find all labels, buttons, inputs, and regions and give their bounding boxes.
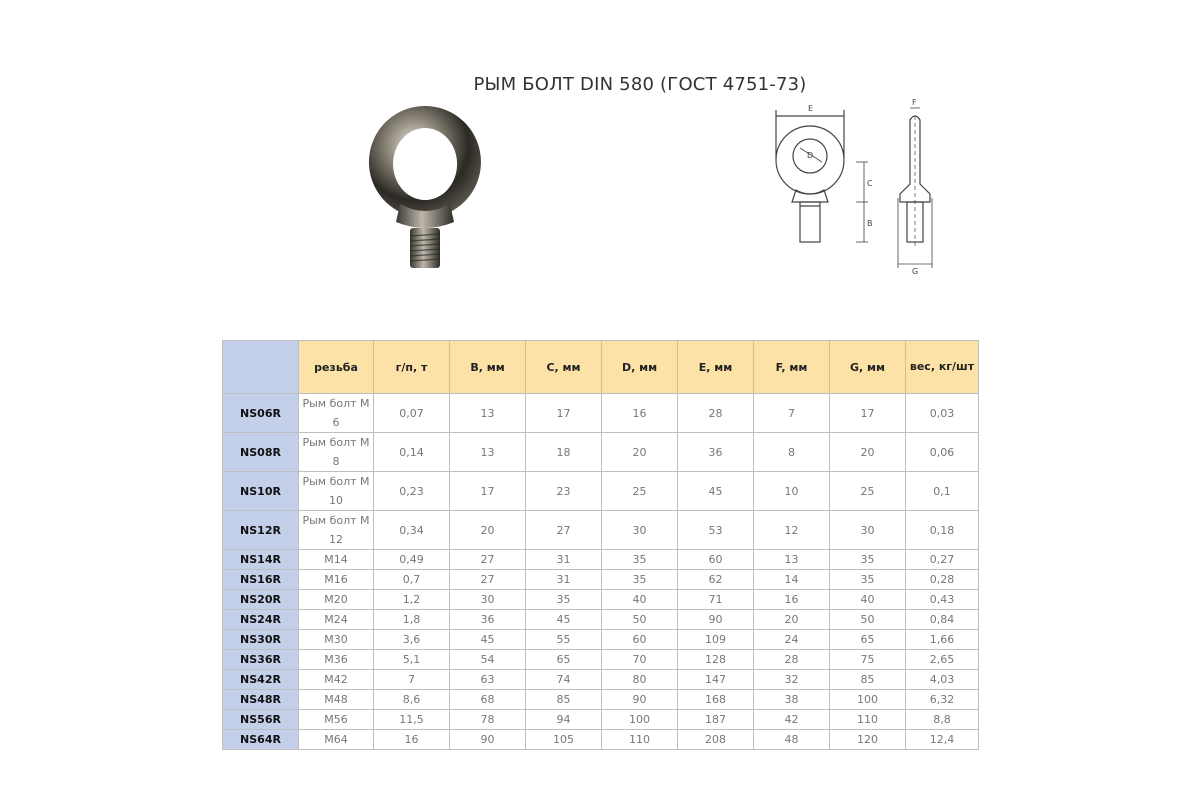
table-cell: 20 (602, 433, 678, 472)
table-cell: 18 (526, 433, 602, 472)
table-cell: 36 (678, 433, 754, 472)
table-cell: 7 (754, 394, 830, 433)
spec-table (222, 340, 979, 750)
table-cell: Рым болт М12 (299, 511, 374, 550)
header-weight: вес, кг/шт (906, 341, 979, 394)
table-cell: 0,49 (374, 550, 450, 570)
row-code: NS30R (223, 630, 299, 650)
dim-label-b: B (867, 219, 873, 228)
header-g: G, мм (830, 341, 906, 394)
table-cell: 13 (450, 394, 526, 433)
table-cell: 1,66 (906, 630, 979, 650)
table-row (223, 690, 979, 710)
row-code: NS56R (223, 710, 299, 730)
row-code: NS48R (223, 690, 299, 710)
dim-label-g: G (912, 267, 919, 276)
header-b: B, мм (450, 341, 526, 394)
table-cell: 30 (602, 511, 678, 550)
row-code: NS14R (223, 550, 299, 570)
table-cell: 45 (526, 610, 602, 630)
table-cell: 110 (602, 730, 678, 750)
technical-drawing (760, 98, 960, 278)
table-cell: 5,1 (374, 650, 450, 670)
table-row (223, 570, 979, 590)
table-row (223, 433, 979, 472)
table-cell: 0,7 (374, 570, 450, 590)
dim-label-f: F (912, 98, 917, 107)
table-cell: 40 (602, 590, 678, 610)
table-cell: 17 (830, 394, 906, 433)
table-cell: 78 (450, 710, 526, 730)
header-e: E, мм (678, 341, 754, 394)
table-cell: 55 (526, 630, 602, 650)
table-row (223, 650, 979, 670)
table-cell: Рым болт М6 (299, 394, 374, 433)
table-cell: 0,06 (906, 433, 979, 472)
table-cell: 63 (450, 670, 526, 690)
table-cell: 75 (830, 650, 906, 670)
table-cell: Рым болт М8 (299, 433, 374, 472)
table-cell: 45 (450, 630, 526, 650)
row-code: NS20R (223, 590, 299, 610)
table-cell: 42 (754, 710, 830, 730)
table-cell: 1,2 (374, 590, 450, 610)
header-c: C, мм (526, 341, 602, 394)
table-row (223, 511, 979, 550)
header-f: F, мм (754, 341, 830, 394)
table-cell: 0,03 (906, 394, 979, 433)
row-code: NS24R (223, 610, 299, 630)
table-cell: 0,27 (906, 550, 979, 570)
table-cell: 120 (830, 730, 906, 750)
table-cell: 208 (678, 730, 754, 750)
table-cell: 30 (450, 590, 526, 610)
table-cell: 90 (678, 610, 754, 630)
table-cell: 50 (602, 610, 678, 630)
table-cell: 30 (830, 511, 906, 550)
header-d: D, мм (602, 341, 678, 394)
table-cell: М20 (299, 590, 374, 610)
table-cell: 27 (450, 550, 526, 570)
table-cell: Рым болт М10 (299, 472, 374, 511)
table-cell: 31 (526, 570, 602, 590)
table-cell: 0,14 (374, 433, 450, 472)
page-title: РЫМ БОЛТ DIN 580 (ГОСТ 4751-73) (473, 74, 807, 95)
table-row (223, 610, 979, 630)
table-cell: 23 (526, 472, 602, 511)
row-code: NS16R (223, 570, 299, 590)
table-cell: 70 (602, 650, 678, 670)
table-cell: 35 (602, 550, 678, 570)
table-row (223, 630, 979, 650)
table-cell: 24 (754, 630, 830, 650)
table-cell: 80 (602, 670, 678, 690)
table-cell: 45 (678, 472, 754, 511)
table-cell: 60 (602, 630, 678, 650)
table-cell: 71 (678, 590, 754, 610)
table-cell: 35 (830, 570, 906, 590)
table-cell: 65 (830, 630, 906, 650)
table-row (223, 472, 979, 511)
table-cell: 8,6 (374, 690, 450, 710)
table-cell: 48 (754, 730, 830, 750)
table-cell: М56 (299, 710, 374, 730)
table-cell: 25 (602, 472, 678, 511)
table-cell: 105 (526, 730, 602, 750)
row-code: NS36R (223, 650, 299, 670)
eye-bolt-photo (360, 100, 490, 280)
table-cell: 62 (678, 570, 754, 590)
table-cell: 94 (526, 710, 602, 730)
table-cell: 36 (450, 610, 526, 630)
table-cell: 28 (754, 650, 830, 670)
table-cell: 0,28 (906, 570, 979, 590)
table-cell: 12 (754, 511, 830, 550)
table-cell: 74 (526, 670, 602, 690)
table-cell: 0,43 (906, 590, 979, 610)
table-cell: 17 (526, 394, 602, 433)
table-cell: 12,4 (906, 730, 979, 750)
table-cell: 60 (678, 550, 754, 570)
table-cell: 0,18 (906, 511, 979, 550)
dim-label-d: D (807, 151, 814, 160)
table-cell: М14 (299, 550, 374, 570)
table-cell: 109 (678, 630, 754, 650)
table-row (223, 394, 979, 433)
row-code: NS08R (223, 433, 299, 472)
table-cell: 8,8 (906, 710, 979, 730)
table-cell: 40 (830, 590, 906, 610)
table-cell: 85 (830, 670, 906, 690)
table-cell: 8 (754, 433, 830, 472)
table-cell: 25 (830, 472, 906, 511)
table-cell: 4,03 (906, 670, 979, 690)
row-code: NS12R (223, 511, 299, 550)
row-code: NS42R (223, 670, 299, 690)
table-cell: М64 (299, 730, 374, 750)
table-cell: 0,34 (374, 511, 450, 550)
table-cell: 20 (754, 610, 830, 630)
table-cell: 11,5 (374, 710, 450, 730)
row-code: NS06R (223, 394, 299, 433)
table-cell: 13 (450, 433, 526, 472)
table-cell: 10 (754, 472, 830, 511)
table-cell: 17 (450, 472, 526, 511)
table-cell: 20 (450, 511, 526, 550)
table-row (223, 730, 979, 750)
table-cell: 53 (678, 511, 754, 550)
table-cell: 0,84 (906, 610, 979, 630)
table-cell: М30 (299, 630, 374, 650)
table-cell: 54 (450, 650, 526, 670)
table-cell: 85 (526, 690, 602, 710)
table-cell: 31 (526, 550, 602, 570)
table-cell: 16 (602, 394, 678, 433)
table-cell: 0,07 (374, 394, 450, 433)
table-row (223, 710, 979, 730)
table-cell: 35 (526, 590, 602, 610)
table-cell: 20 (830, 433, 906, 472)
table-cell: М48 (299, 690, 374, 710)
table-cell: 35 (830, 550, 906, 570)
table-cell: 100 (602, 710, 678, 730)
table-cell: 147 (678, 670, 754, 690)
table-cell: 28 (678, 394, 754, 433)
table-cell: 38 (754, 690, 830, 710)
table-cell: М16 (299, 570, 374, 590)
table-cell: 6,32 (906, 690, 979, 710)
table-cell: 110 (830, 710, 906, 730)
table-row (223, 550, 979, 570)
row-code: NS10R (223, 472, 299, 511)
table-cell: М36 (299, 650, 374, 670)
table-header-row (223, 341, 979, 394)
table-cell: 1,8 (374, 610, 450, 630)
table-row (223, 590, 979, 610)
table-cell: 14 (754, 570, 830, 590)
header-capacity: г/п, т (374, 341, 450, 394)
header-corner (223, 341, 299, 394)
table-cell: 13 (754, 550, 830, 570)
table-cell: М24 (299, 610, 374, 630)
table-body (223, 394, 979, 750)
table-cell: 16 (754, 590, 830, 610)
table-cell: 90 (450, 730, 526, 750)
table-cell: 2,65 (906, 650, 979, 670)
table-cell: 90 (602, 690, 678, 710)
dim-label-e: E (808, 104, 814, 113)
table-cell: 27 (450, 570, 526, 590)
table-cell: 3,6 (374, 630, 450, 650)
table-cell: 7 (374, 670, 450, 690)
table-cell: 168 (678, 690, 754, 710)
header-thread: резьба (299, 341, 374, 394)
table-cell: 32 (754, 670, 830, 690)
table-cell: М42 (299, 670, 374, 690)
table-cell: 187 (678, 710, 754, 730)
table-cell: 100 (830, 690, 906, 710)
table-cell: 0,1 (906, 472, 979, 511)
table-cell: 0,23 (374, 472, 450, 511)
row-code: NS64R (223, 730, 299, 750)
table-cell: 35 (602, 570, 678, 590)
dim-label-c: C (867, 179, 873, 188)
table-cell: 27 (526, 511, 602, 550)
table-cell: 16 (374, 730, 450, 750)
table-cell: 65 (526, 650, 602, 670)
table-row (223, 670, 979, 690)
table-cell: 50 (830, 610, 906, 630)
table-cell: 128 (678, 650, 754, 670)
table-cell: 68 (450, 690, 526, 710)
